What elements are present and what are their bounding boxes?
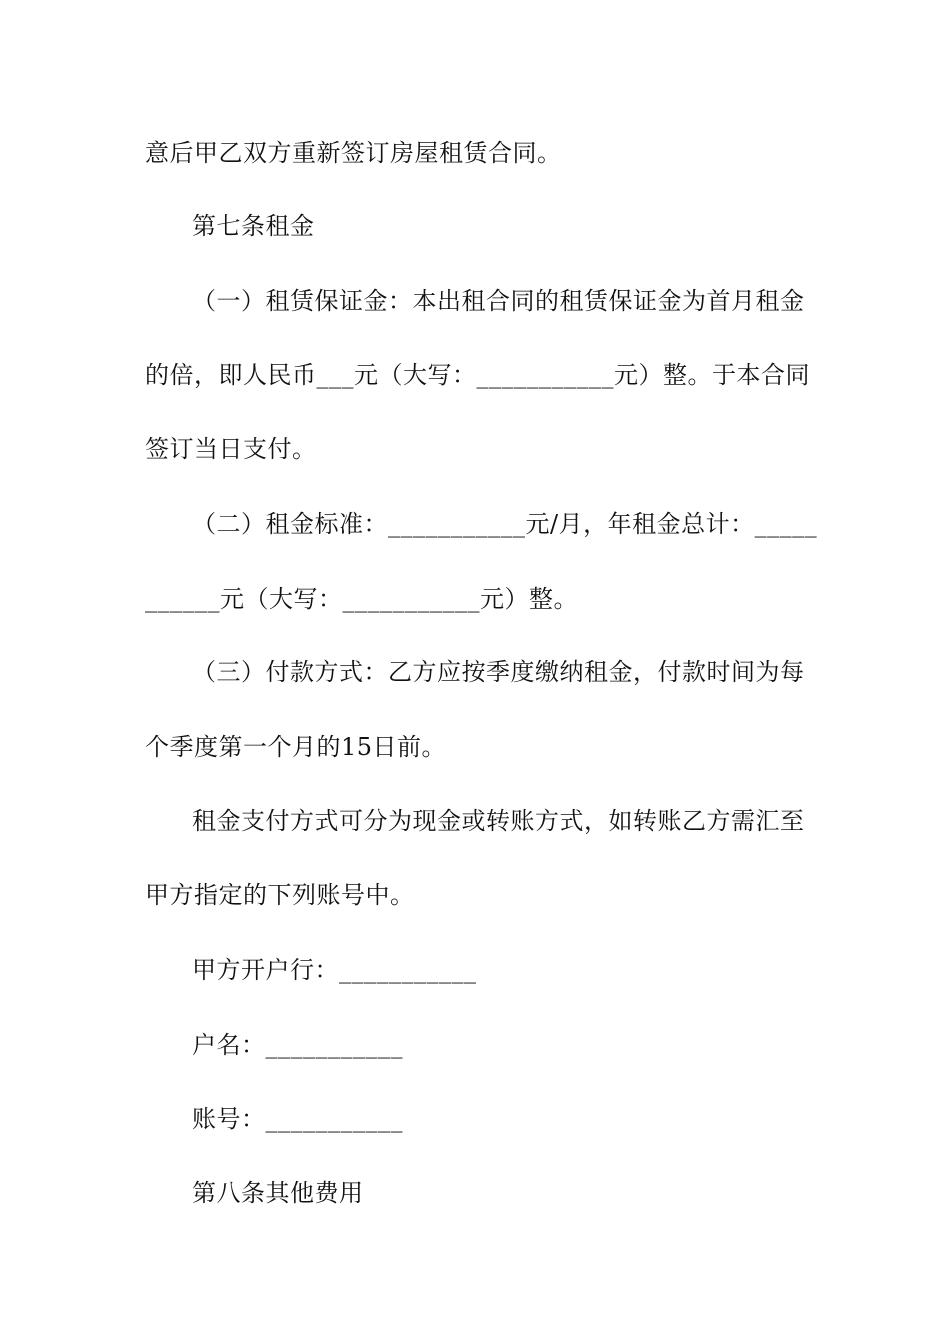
paragraph-line-account-intro: 甲方指定的下列账号中。 — [145, 881, 415, 909]
paragraph-line-rent-standard: （二）租金标准：___________元/月，年租金总计：_____ — [192, 510, 818, 538]
paragraph-line-transfer-method: 租金支付方式可分为现金或转账方式，如转账乙方需汇至 — [192, 807, 805, 835]
paragraph-line-rent-total: ______元（大写：___________元）整。 — [145, 585, 578, 613]
section-heading-article-7: 第七条租金 — [192, 212, 315, 240]
paragraph-line-deposit-payment: 签订当日支付。 — [145, 435, 317, 463]
section-heading-article-8: 第八条其他费用 — [192, 1179, 364, 1207]
paragraph-line-deposit-amount: 的倍，即人民币___元（大写：___________元）整。于本合同 — [145, 361, 810, 389]
paragraph-line-payment-method: （三）付款方式：乙方应按季度缴纳租金，付款时间为每 — [192, 658, 805, 686]
field-line-account-number: 账号：___________ — [192, 1105, 403, 1133]
paragraph-line-continuation: 意后甲乙双方重新签订房屋租赁合同。 — [145, 139, 562, 167]
field-line-account-name: 户名：___________ — [192, 1031, 403, 1059]
paragraph-line-payment-deadline: 个季度第一个月的15日前。 — [145, 733, 447, 761]
field-line-bank: 甲方开户行：___________ — [192, 956, 477, 984]
paragraph-line-deposit: （一）租赁保证金：本出租合同的租赁保证金为首月租金 — [192, 287, 805, 315]
